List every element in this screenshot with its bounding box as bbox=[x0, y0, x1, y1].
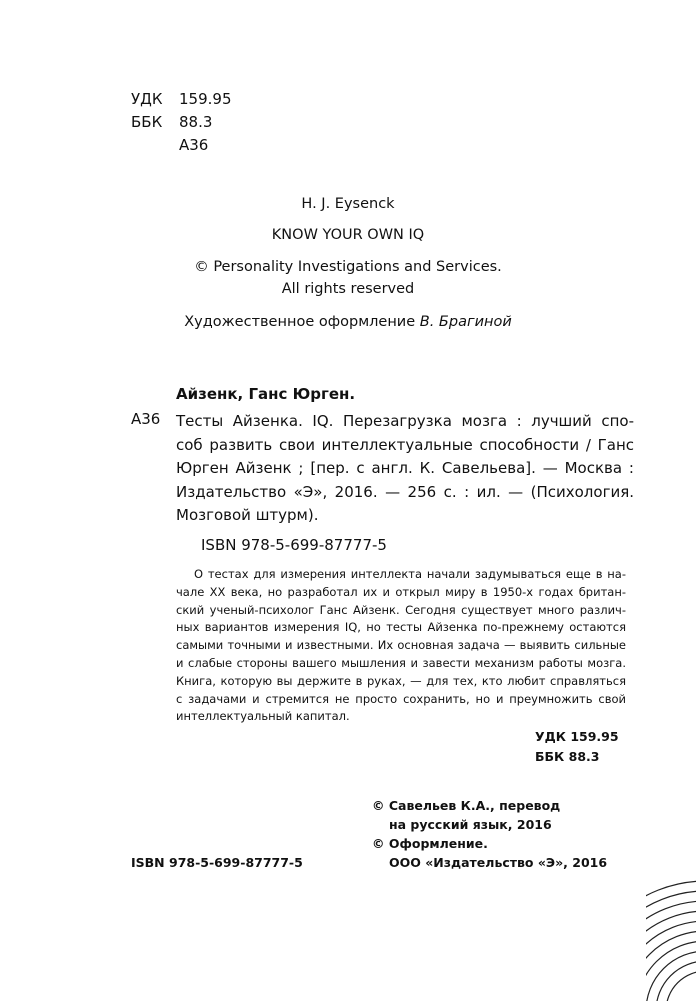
catalog-line: Издательство «Э», 2016. — 256 с. : ил. — (Психология. bbox=[176, 482, 634, 501]
footer-copyright-line: © Савельев К.А., перевод bbox=[372, 798, 561, 813]
catalog-isbn: ISBN 978-5-699-87777-5 bbox=[201, 536, 387, 554]
author-sign: А36 bbox=[179, 136, 209, 154]
catalog-author-heading: Айзенк, Ганс Юрген. bbox=[176, 385, 356, 403]
footer-copyright-line: © Оформление. bbox=[372, 836, 488, 851]
original-rights: All rights reserved bbox=[281, 281, 415, 297]
annotation-line: чале XX века, но разработал их и открыл миру в 1950-х годах британ- bbox=[176, 584, 626, 599]
bbk-value: 88.3 bbox=[179, 113, 213, 131]
catalog-description bbox=[176, 410, 634, 528]
design-name: В. Брагиной bbox=[419, 314, 512, 330]
footer-bbk: ББК 88.3 bbox=[535, 749, 600, 764]
catalog-line: Тесты Айзенка. IQ. Перезагрузка мозга : лучший спо- bbox=[176, 412, 634, 430]
original-title: KNOW YOUR OWN IQ bbox=[271, 227, 425, 243]
annotation-line: ский ученый-психолог Ганс Айзенк. Сегодня существует много различ- bbox=[176, 602, 626, 617]
annotation-line: Книга, которую вы держите в руках, — для тех, кто любит справляться bbox=[176, 673, 626, 688]
annotation-line: самыми точными и известными. Их основная задача — выявить сильные bbox=[176, 638, 626, 653]
footer-udk: УДК 159.95 bbox=[535, 729, 619, 744]
annotation-line: и слабые стороны вашего мышления и завести механизм работы мозга. bbox=[176, 655, 626, 670]
footer-copyright-line: на русский язык, 2016 bbox=[389, 817, 552, 832]
decorative-arcs-graphic bbox=[646, 851, 696, 1001]
design-label: Художественное оформление bbox=[184, 314, 416, 330]
annotation-line: ных вариантов измерения IQ, но тесты Айзенка по-прежнему остаются bbox=[176, 620, 626, 635]
catalog-sign: А36 bbox=[131, 410, 161, 428]
original-author: H. J. Eysenck bbox=[301, 196, 395, 212]
footer-copyright-line: ООО «Издательство «Э», 2016 bbox=[389, 855, 608, 870]
annotation bbox=[176, 566, 626, 726]
catalog-line: соб развить свои интеллектуальные способности / Ганс bbox=[176, 435, 634, 454]
catalog-line: Юрген Айзенк ; [пер. с англ. К. Савельева]. — Москва : bbox=[176, 459, 634, 477]
udk-label: УДК bbox=[131, 90, 163, 108]
bbk-label: ББК bbox=[131, 113, 163, 131]
design-credit bbox=[0, 314, 696, 330]
udk-value: 159.95 bbox=[179, 90, 232, 108]
annotation-line: О тестах для измерения интеллекта начали задумываться еще в на- bbox=[194, 567, 626, 581]
annotation-line: с задачами и стремится не просто сохранить, но и преумножить свой bbox=[176, 691, 626, 706]
annotation-line: интеллектуальный капитал. bbox=[176, 709, 350, 724]
catalog-line: Мозговой штурм). bbox=[176, 506, 319, 524]
footer-isbn: ISBN 978-5-699-87777-5 bbox=[131, 855, 303, 870]
original-copyright: © Personality Investigations and Services. bbox=[194, 259, 502, 275]
